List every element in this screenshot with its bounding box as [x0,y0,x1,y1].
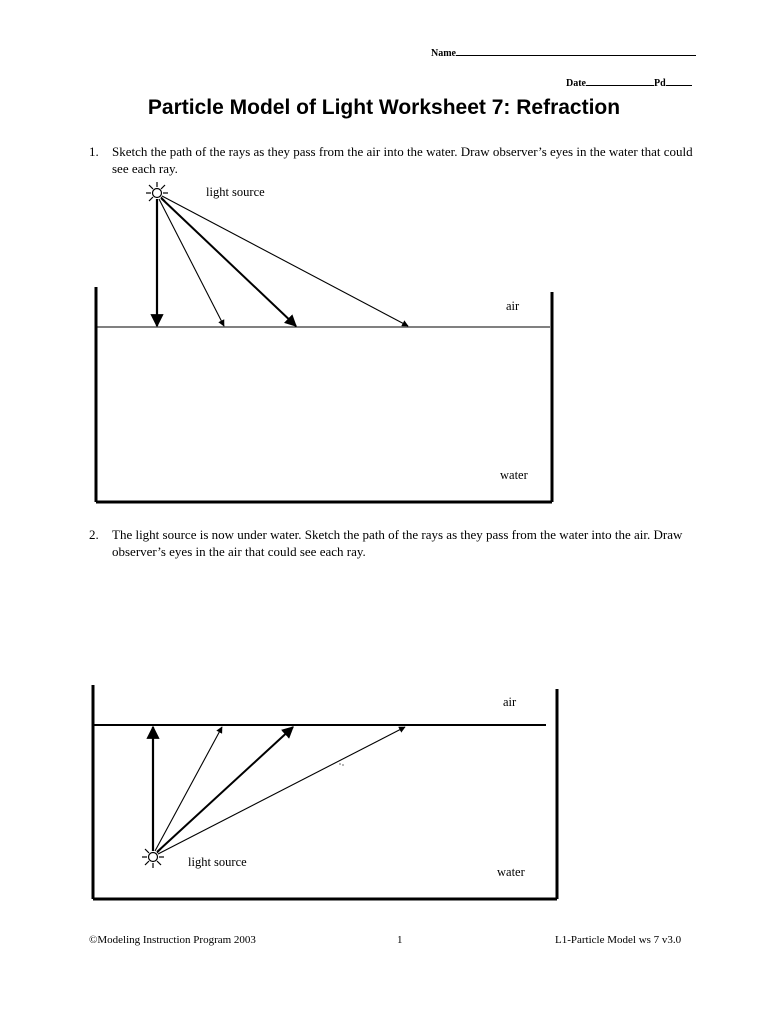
light-source-label-1: light source [206,185,265,199]
tank-2 [93,685,557,899]
date-label: Date [566,78,586,89]
period-label: Pd [654,78,666,89]
page-number: 1 [397,934,403,946]
stray-mark [339,763,343,765]
name-label: Name [431,48,456,59]
tank-1 [96,287,552,502]
question-2-text: The light source is now under water. Sketch the path of the rays as they pass from the water into the air. Draw observer’s eyes in the air that could see each ray. [112,527,683,559]
footer-right: L1-Particle Model ws 7 v3.0 [555,934,682,946]
footer-left: ©Modeling Instruction Program 2003 [89,934,256,946]
diagram-1 [96,182,552,502]
incident-rays-2 [153,727,405,854]
water-label-2: water [497,865,525,879]
question-1-text: Sketch the path of the rays as they pass from the air into the water. Draw observer’s eyes in the water that could see each ray. [112,144,693,176]
question-2-number: 2. [89,527,99,542]
ray-1d [162,196,408,326]
ray-2d [158,727,405,854]
question-1-number: 1. [89,144,99,159]
diagram-2 [93,685,557,899]
ray-2c [157,727,293,852]
ray-2b [155,727,222,851]
light-source-label-2: light source [188,855,247,869]
ray-1c [161,198,296,326]
water-label-1: water [500,468,528,482]
air-label-2: air [503,695,517,709]
page-title: Particle Model of Light Worksheet 7: Refraction [147,96,621,119]
incident-rays-1 [157,196,408,326]
air-label-1: air [506,299,520,313]
ray-1b [159,199,224,326]
